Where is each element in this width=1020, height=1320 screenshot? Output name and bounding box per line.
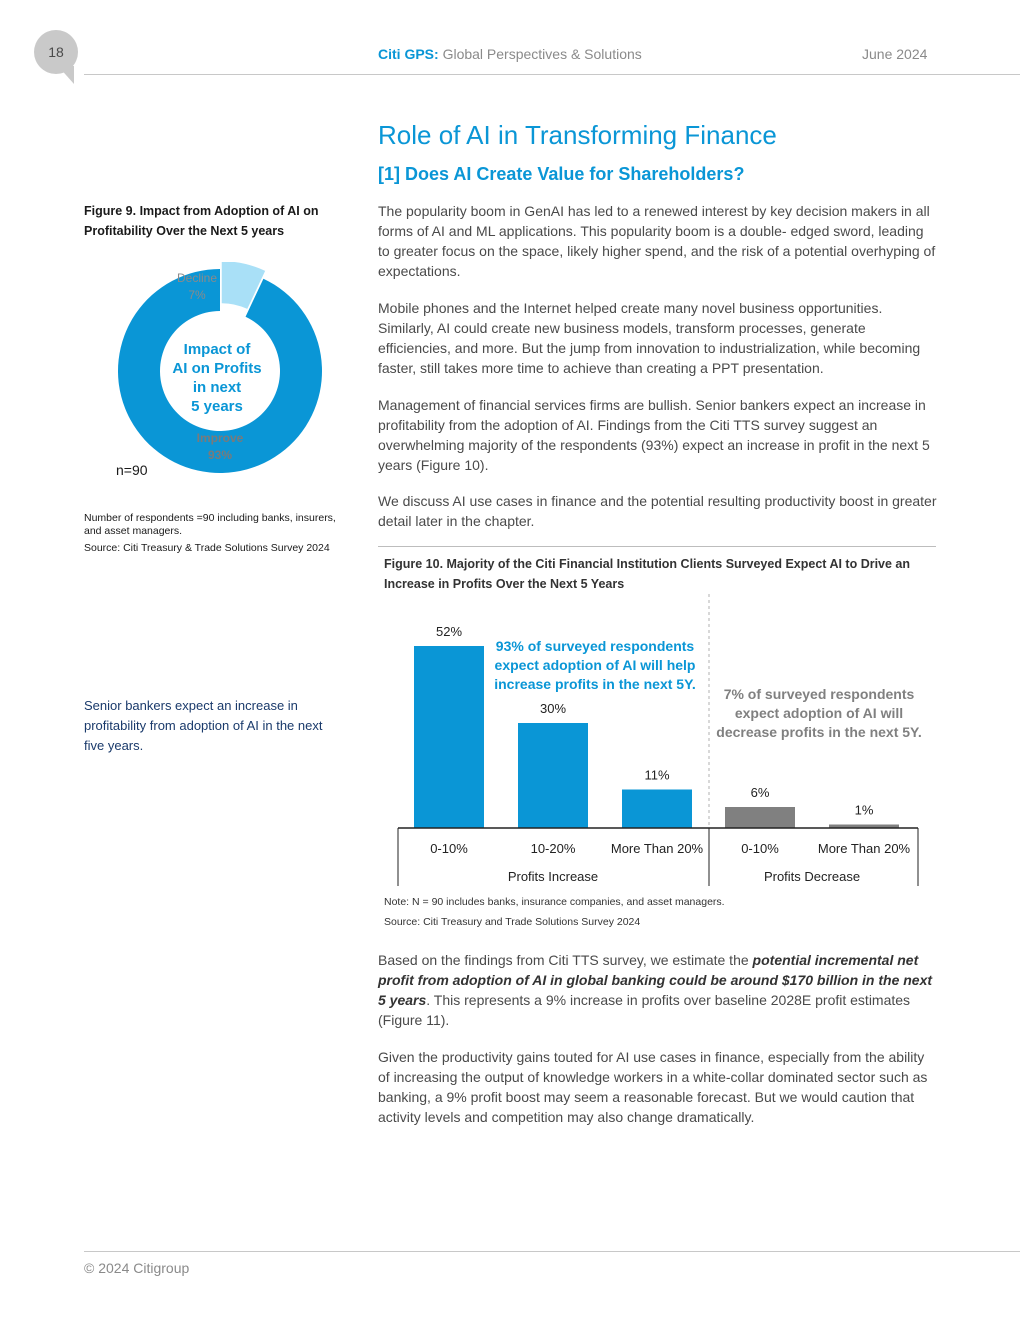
decline-value-label: 7% [188, 288, 206, 302]
figure9-donut-chart [84, 262, 354, 482]
category-label: More Than 20% [817, 841, 911, 856]
paragraph-5-end: . This represents a 9% increase in profits over baseline 2028E profit estimates (Figure 11). [378, 992, 911, 1028]
improve-value-label: 93% [207, 448, 233, 462]
figure9-source: Source: Citi Treasury & Trade Solutions Survey 2024 [84, 542, 330, 554]
paragraph-5-emphasis: potential incremental net profit from adoption of AI in global banking could be around $170 billion in the next 5 years [378, 952, 933, 1008]
donut-center-label-line3: in next [192, 379, 242, 396]
category-label: More Than 20% [610, 841, 704, 856]
category-label: 0-10% [741, 841, 779, 856]
sample-size-label: n=90 [116, 462, 148, 478]
bar-value-label: 52% [435, 624, 463, 639]
page-badge-tail [58, 66, 74, 84]
decline-label: Decline [176, 271, 218, 285]
bar-increase-2 [622, 790, 692, 829]
paragraph-3: Management of financial services firms are bullish. Senior bankers expect an increase in profitability from the adoption of AI. Findings from the Citi TTS survey suggest an overwhelming majority of the respondents (93%) expect an increase in profit in the next 5 years (Figure 10). [378, 397, 930, 473]
figure10-note: Note: N = 90 includes banks, insurance companies, and asset managers. [384, 896, 725, 908]
bar-decrease-0 [725, 807, 795, 828]
category-label: 10-20% [530, 841, 576, 856]
callout-decrease-line3: decrease profits in the next 5Y. [716, 724, 922, 740]
figure9-note: Number of respondents =90 including banks, insurers, and asset managers. [84, 512, 336, 537]
callout-increase-line2: expect adoption of AI will help [494, 657, 696, 673]
sidenote: Senior bankers expect an increase in profitability from adoption of AI in the next five years. [84, 698, 323, 753]
callout-increase-line3: increase profits in the next 5Y. [494, 676, 696, 692]
figure10-source: Source: Citi Treasury and Trade Solutions Survey 2024 [384, 916, 641, 928]
paragraph-2: Mobile phones and the Internet helped create many novel business opportunities. Similarly, AI could create new business models, transform processes, generate efficiencies, and more. But the jump from innovation to industrialization, while becoming faster, still takes more time to achieve than creating a PPT presentation. [378, 300, 921, 376]
section-title: Role of AI in Transforming Finance [378, 120, 777, 150]
paragraph-5 [378, 950, 938, 1030]
figure10-top-divider [378, 546, 936, 547]
bar-value-label: 30% [539, 701, 567, 716]
paragraph-4: We discuss AI use cases in finance and the potential resulting productivity boost in greater detail later in the chapter. [378, 493, 937, 529]
donut-center-label-line2: AI on Profits [172, 360, 262, 377]
footer-divider [84, 1251, 1020, 1252]
brand-name: Citi GPS: [378, 46, 439, 62]
header-brand [378, 46, 642, 62]
bar-value-label: 1% [854, 802, 874, 818]
header-divider [84, 74, 1020, 75]
subsection-title: [1] Does AI Create Value for Shareholders? [378, 164, 745, 184]
callout-decrease-line1: 7% of surveyed respondents [723, 686, 915, 702]
callout-increase-line1: 93% of surveyed respondents [495, 638, 695, 654]
figure10-title: Figure 10. Majority of the Citi Financial Institution Clients Surveyed Expect AI to Drive an Increase in Profits Over the Next 5 Years [384, 557, 911, 591]
bar-value-label: 6% [750, 785, 770, 800]
paragraph-6: Given the productivity gains touted for AI use cases in finance, especially from the ability of increasing the output of knowledge workers in a white-collar dominated sector such as banking, a 9% profit boost may seem a reasonable forecast. But we would caution that activity levels and competition may also change dramatically. [378, 1049, 928, 1125]
bar-increase-0 [414, 646, 484, 828]
bar-value-label: 11% [644, 767, 670, 783]
group-label-profits-decrease: Profits Decrease [763, 869, 861, 884]
donut-center-label-line1: Impact of [183, 341, 251, 358]
bar-increase-1 [518, 723, 588, 828]
figure10-bar-chart [378, 590, 938, 892]
paragraph-5-intro: Based on the findings from Citi TTS survey, we estimate the [378, 952, 753, 968]
improve-label: Improve [196, 431, 244, 445]
brand-subtitle: Global Perspectives & Solutions [442, 46, 642, 62]
figure9-title: Figure 9. Impact from Adoption of AI on Profitability Over the Next 5 years [84, 204, 319, 238]
header-date: June 2024 [862, 46, 928, 62]
callout-decrease-line2: expect adoption of AI will [734, 705, 904, 721]
paragraph-1: The popularity boom in GenAI has led to a renewed interest by key decision makers in all forms of AI and ML applications. This popularity boom is a double- edged sword, leading to greater focus on the space, likely higher spend, and the risk of a potential overhyping of expectations. [378, 203, 936, 279]
page-number: 18 [48, 44, 64, 60]
donut-center-label-line4: 5 years [191, 398, 243, 415]
group-label-profits-increase: Profits Increase [507, 869, 599, 884]
footer-copyright: © 2024 Citigroup [84, 1260, 190, 1276]
category-label: 0-10% [430, 841, 468, 856]
